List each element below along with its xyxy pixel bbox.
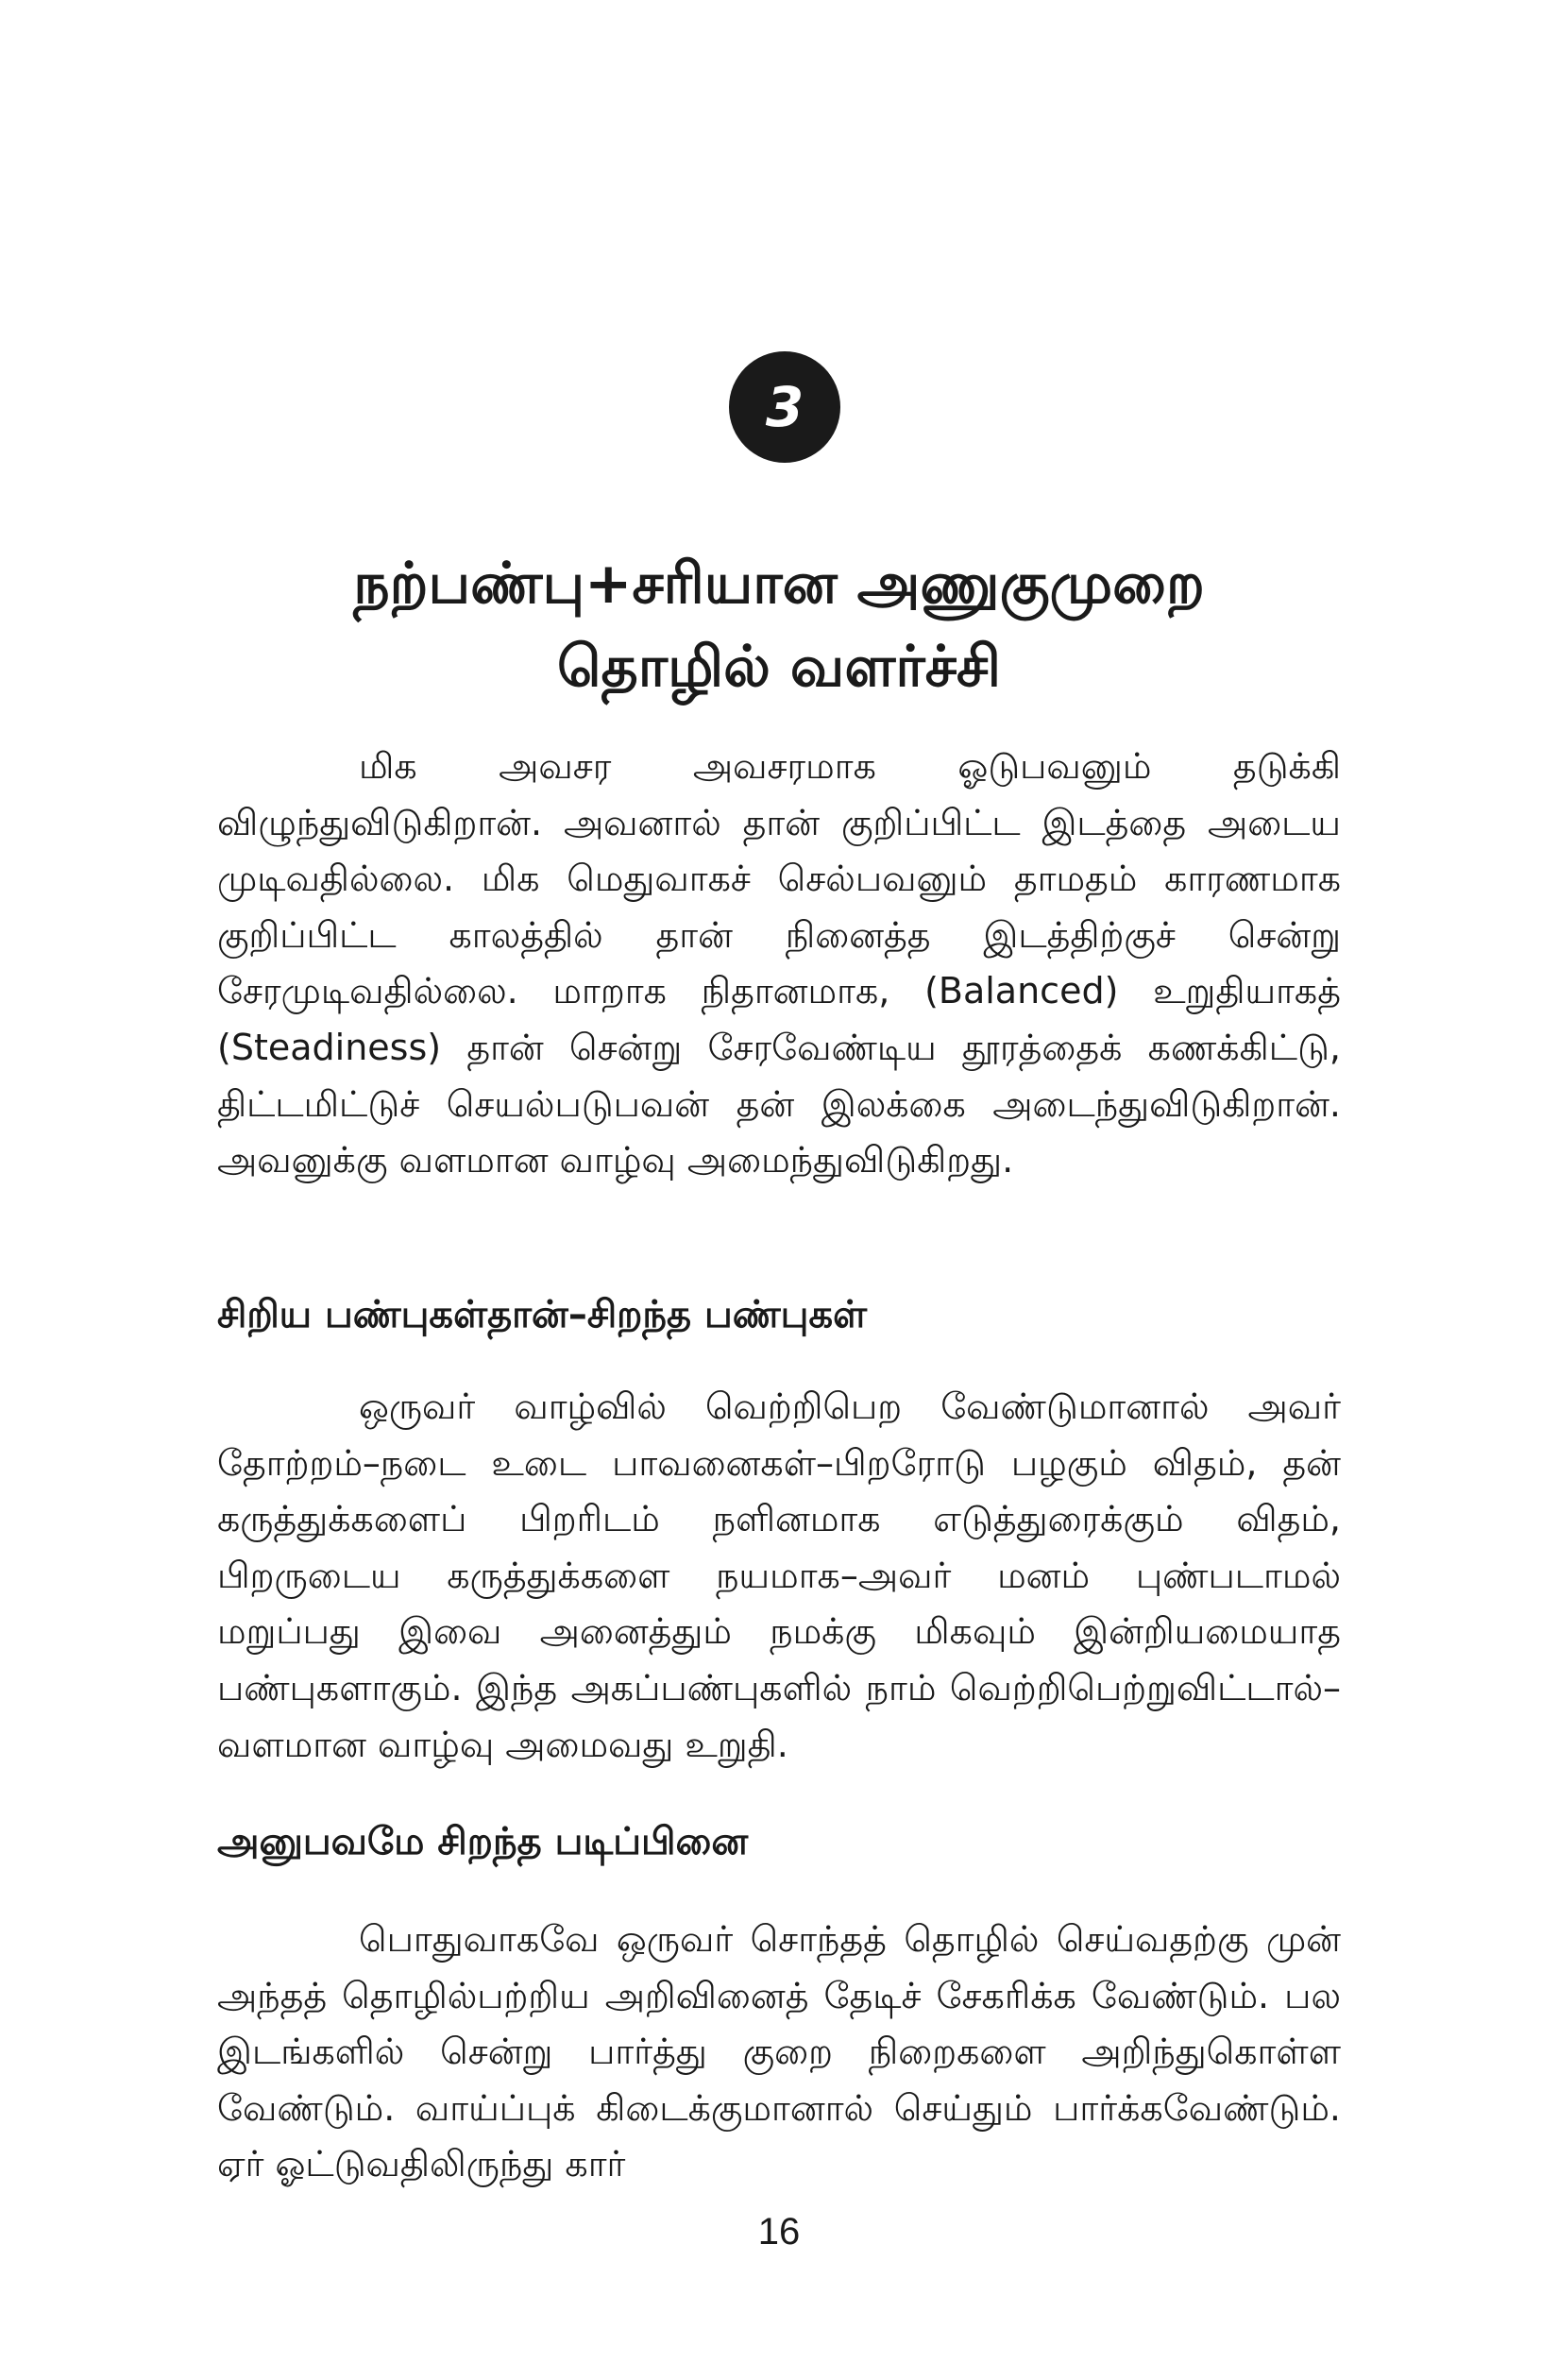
section-heading-small-virtues: சிறிய பண்புகள்தான்–சிறந்த பண்புகள் [217, 1293, 868, 1336]
intro-paragraph: மிக அவசர அவசரமாக ஓடுபவனும் தடுக்கி விழுந்துவிடுகிறான். அவனால் தான் குறிப்பிட்ட இடத்தை அடைய முடிவதில்லை. மிக மெதுவாகச் செல்பவனும் தாமதம் காரணமாக குறிப்பிட்ட காலத்தில் தான் நினைத்த இடத்திற்குச் சென்று சேரமுடிவதில்லை. மாறாக நிதானமாக, (Balanced) உறுதியாகத் (Steadiness) தான் சென்று சேரவேண்டிய தூரத்தைக் கணக்கிட்டு, திட்டமிட்டுச் செயல்படுபவன் தன் இலக்கை அடைந்துவிடுகிறான். அவனுக்கு வளமான வாழ்வு அமைந்துவிடுகிறது. [217, 745, 1341, 1182]
chapter-title-line-2: தொழில் வளர்ச்சி [556, 634, 1001, 700]
chapter-title-line-1: நற்பண்பு+சரியான அணுகுமுறை [353, 551, 1205, 617]
page-number: 16 [757, 2211, 801, 2252]
chapter-number: 3 [765, 375, 804, 439]
chapter-number-badge [729, 351, 840, 463]
small-virtues-paragraph: ஒருவர் வாழ்வில் வெற்றிபெற வேண்டுமானால் அவர் தோற்றம்–நடை உடை பாவனைகள்–பிறரோடு பழகும் விதம், தன் கருத்துக்களைப் பிறரிடம் நளினமாக எடுத்துரைக்கும் விதம், பிறருடைய கருத்துக்களை நயமாக–அவர் மனம் புண்படாமல் மறுப்பது இவை அனைத்தும் நமக்கு மிகவும் இன்றியமையாத பண்புகளாகும். இந்த அகப்பண்புகளில் நாம் வெற்றிபெற்றுவிட்டால்–வளமான வாழ்வு அமைவது உறுதி. [217, 1386, 1341, 1765]
experience-paragraph: பொதுவாகவே ஒருவர் சொந்தத் தொழில் செய்வதற்கு முன் அந்தத் தொழில்பற்றிய அறிவினைத் தேடிச் சேகரிக்க வேண்டும். பல இடங்களில் சென்று பார்த்து குறை நிறைகளை அறிந்துகொள்ள வேண்டும். வாய்ப்புக் கிடைக்குமானால் செய்தும் பார்க்கவேண்டும். ஏர் ஓட்டுவதிலிருந்து கார் [217, 1918, 1341, 2185]
section-heading-experience: அனுபவமே சிறந்த படிப்பினை [217, 1820, 749, 1863]
